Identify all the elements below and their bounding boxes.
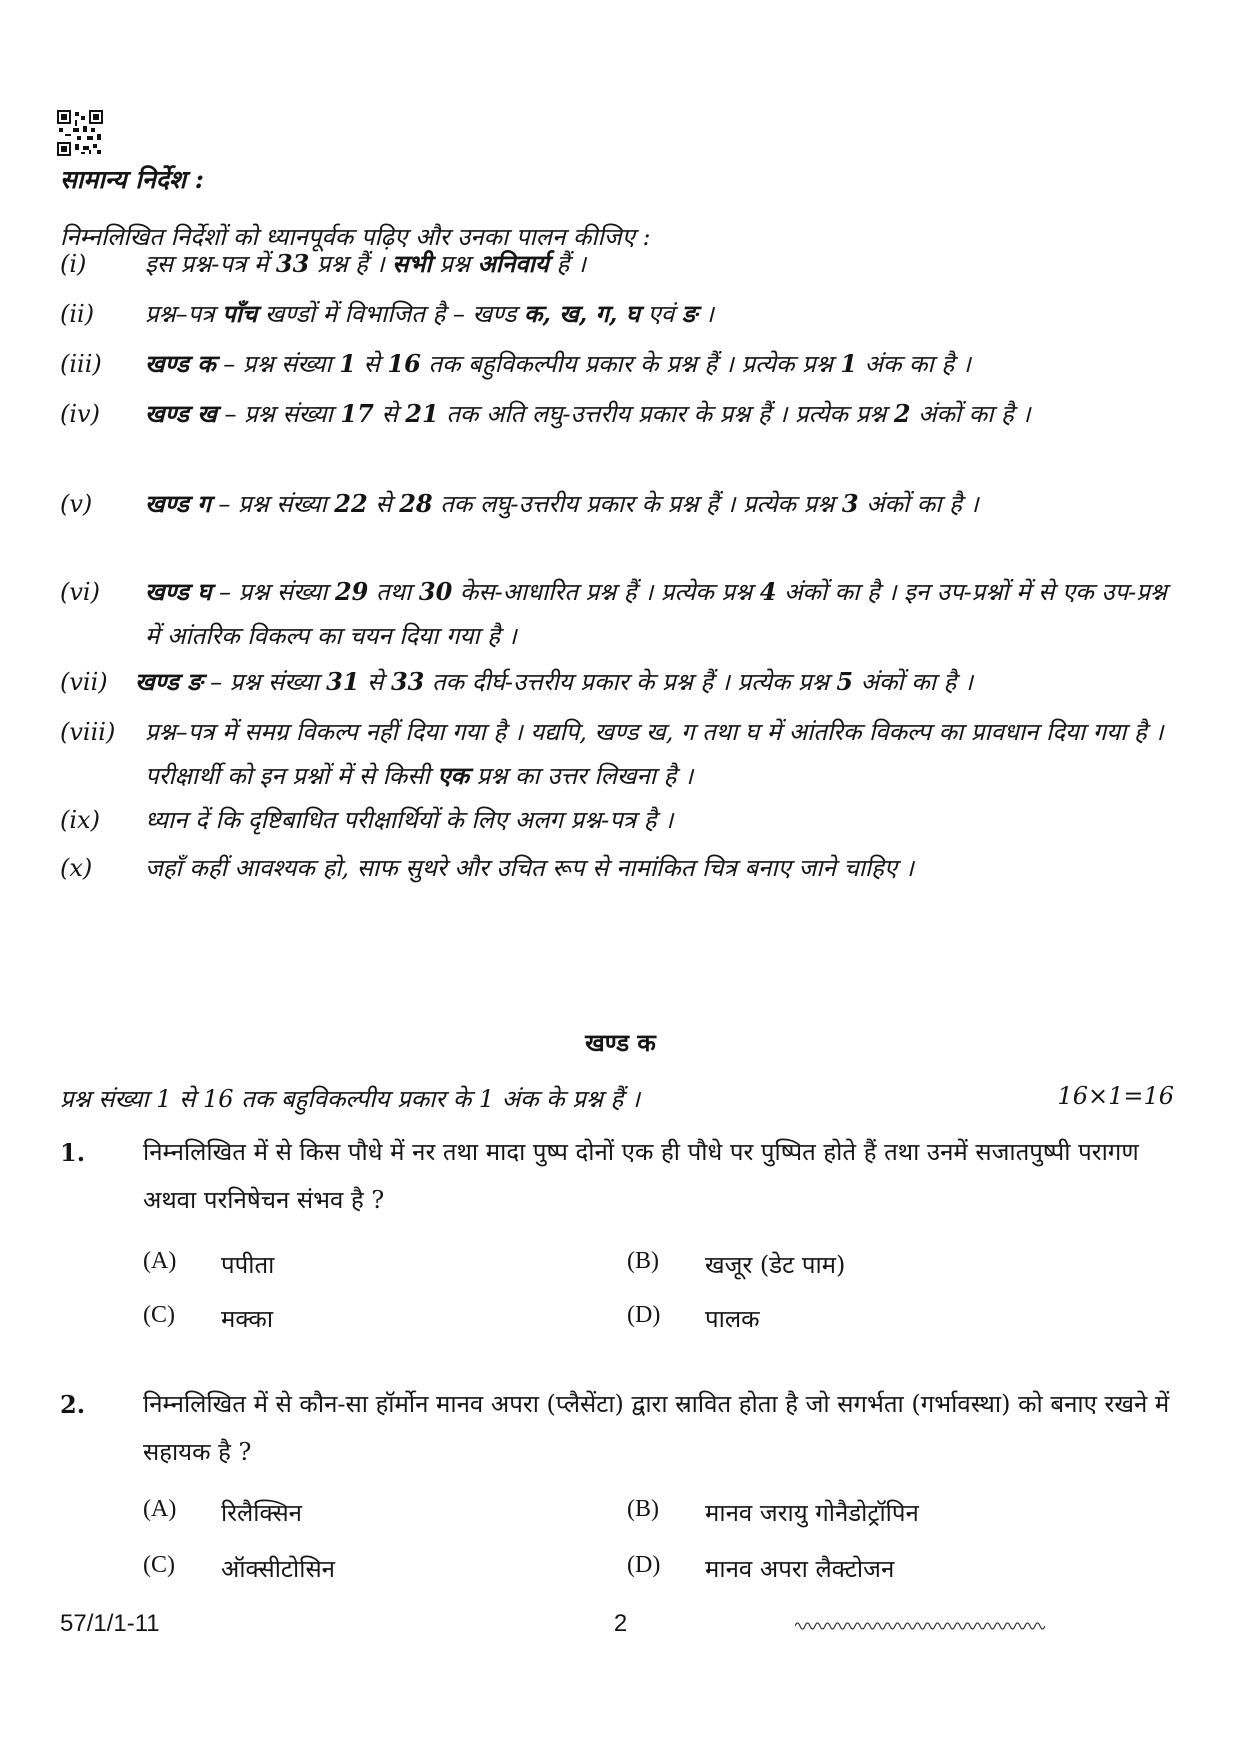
instruction-bold-text: एक <box>437 761 470 790</box>
option-text: पालक <box>705 1305 760 1333</box>
instruction-text: खण्ड घ – प्रश्न संख्या 29 तथा 30 केस-आधारित प्रश्न हैं । प्रत्येक प्रश्न 4 अंकों का है । इन उप-प्रश्नों में से एक उप-प्रश्न में आंतरिक विकल्प का चयन दिया गया है । <box>145 577 1167 650</box>
instruction-item <box>60 570 1180 658</box>
instruction-bold-text: खण्ड ग <box>145 489 211 518</box>
option-text: खजूर (डेट पाम) <box>705 1251 846 1279</box>
option-label: (D) <box>627 1552 661 1578</box>
instruction-bold-text: 29 <box>334 577 369 606</box>
option-text: पपीता <box>221 1251 275 1279</box>
instruction-number: (ix) <box>60 806 100 834</box>
instruction-number: (v) <box>60 490 93 518</box>
option-label: (A) <box>143 1248 177 1274</box>
instruction-bold-text: खण्ड घ <box>145 577 212 606</box>
instruction-number: (iv) <box>60 400 100 428</box>
question-text: निम्नलिखित में से कौन-सा हॉर्मोन मानव अपरा (प्लैसेंटा) द्वारा स्रावित होता है जो सगर्भता (गर्भावस्था) को बनाए रखने में सहायक है ? <box>143 1390 1170 1466</box>
option-label: (B) <box>627 1248 659 1274</box>
instruction-number: (iii) <box>60 350 102 378</box>
instruction-bold-text: 28 <box>399 489 433 518</box>
instruction-bold-text: 16 <box>387 349 421 378</box>
instruction-bold-text: 33 <box>390 667 425 696</box>
option-label: (C) <box>143 1552 175 1578</box>
option-text: ऑक्सीटोसिन <box>221 1555 335 1583</box>
instruction-item <box>60 846 1180 890</box>
option-label: (B) <box>627 1496 659 1522</box>
instruction-item <box>60 392 1180 480</box>
instruction-item <box>60 342 1180 386</box>
option-label: (C) <box>143 1302 175 1328</box>
instruction-item <box>60 710 1180 798</box>
instruction-number: (x) <box>60 854 93 882</box>
instruction-bold-text: खण्ड ङ <box>135 667 203 696</box>
instruction-text: खण्ड ङ – प्रश्न संख्या 31 से 33 तक दीर्घ-उत्तरीय प्रकार के प्रश्न हैं । प्रत्येक प्रश्न 5 अंकों का है । <box>135 667 974 696</box>
instruction-bold-text: 21 <box>405 399 439 428</box>
instruction-number: (vii) <box>60 668 108 696</box>
section-title: खण्ड क <box>585 1028 656 1057</box>
instruction-bold-text: 2 <box>893 399 911 428</box>
instruction-bold-text: 17 <box>340 399 374 428</box>
instruction-bold-text: 22 <box>334 489 368 518</box>
section-description: प्रश्न संख्या 1 से 16 तक बहुविकल्पीय प्रकार के 1 अंक के प्रश्न हैं । <box>60 1085 640 1113</box>
option-text: मक्का <box>221 1305 274 1333</box>
page-number: 2 <box>613 1610 628 1637</box>
instruction-item <box>60 292 1180 336</box>
instruction-item <box>60 242 1180 286</box>
instruction-bold-text: अनिवार्य <box>477 249 549 278</box>
instruction-text: खण्ड ग – प्रश्न संख्या 22 से 28 तक लघु-उत्तरीय प्रकार के प्रश्न हैं । प्रत्येक प्रश्न 3 अंकों का है । <box>145 489 979 518</box>
instruction-bold-text: 3 <box>841 489 859 518</box>
instruction-bold-text: खण्ड ख <box>145 399 217 428</box>
instruction-number: (i) <box>60 250 87 278</box>
option-text: मानव अपरा लैक्टोजन <box>705 1555 895 1583</box>
instruction-bold-text: 4 <box>759 577 777 606</box>
instruction-text: प्रश्न–पत्र में समग्र विकल्प नहीं दिया गया है । यद्यपि, खण्ड ख, ग तथा घ में आंतरिक विकल्प का प्रावधान दिया गया है । परीक्षार्थी को इन प्रश्नों में से किसी एक प्रश्न का उत्तर लिखना है । <box>145 718 1164 790</box>
instruction-text: ध्यान दें कि दृष्टिबाधित परीक्षार्थियों के लिए अलग प्रश्न-पत्र है । <box>145 806 674 834</box>
option-text: रिलैक्सिन <box>221 1499 302 1527</box>
instruction-item <box>60 798 1180 842</box>
instruction-bold-text: सभी <box>392 249 432 278</box>
instructions-intro: निम्नलिखित निर्देशों को ध्यानपूर्वक पढ़िए और उनका पालन कीजिए : <box>60 223 651 251</box>
instruction-number: (vi) <box>60 578 100 606</box>
instruction-bold-text: 33 <box>275 249 310 278</box>
instruction-item <box>60 660 1180 704</box>
wavy-line-decoration <box>795 1620 1045 1632</box>
instruction-text: जहाँ कहीं आवश्यक हो, साफ सुथरे और उचित रूप से नामांकित चित्र बनाए जाने चाहिए । <box>145 854 914 882</box>
instruction-number: (ii) <box>60 300 95 328</box>
question-number: 1. <box>60 1138 86 1167</box>
paper-code: 57/1/1-11 <box>60 1610 160 1637</box>
option-label: (D) <box>627 1302 661 1328</box>
instruction-bold-text: क, ख, ग, घ <box>524 299 640 328</box>
instruction-bold-text: 31 <box>326 667 360 696</box>
instruction-bold-text: 1 <box>840 349 858 378</box>
instruction-text: प्रश्न–पत्र पाँच खण्डों में विभाजित है – खण्ड क, ख, ग, घ एवं ङ । <box>145 299 714 328</box>
qr-code-icon <box>57 110 103 156</box>
option-label: (A) <box>143 1496 177 1522</box>
instruction-number: (viii) <box>60 718 116 746</box>
instruction-bold-text: 30 <box>418 577 453 606</box>
instruction-bold-text: पाँच <box>222 299 258 328</box>
option-text: मानव जरायु गोनैडोट्रॉपिन <box>705 1499 919 1527</box>
instruction-text: इस प्रश्न-पत्र में 33 प्रश्न हैं । सभी प्रश्न अनिवार्य हैं । <box>145 249 586 278</box>
question-text: निम्नलिखित में से किस पौधे में नर तथा मादा पुष्प दोनों एक ही पौधे पर पुष्पित होते हैं तथा उनमें सजातपुष्पी परागण अथवा परनिषेचन संभव है ? <box>143 1138 1139 1214</box>
instruction-bold-text: ङ <box>681 299 698 328</box>
section-marks: 16×1=16 <box>1057 1082 1174 1110</box>
instruction-item <box>60 482 1180 570</box>
instruction-bold-text: खण्ड क <box>145 349 216 378</box>
instruction-text: खण्ड ख – प्रश्न संख्या 17 से 21 तक अति लघु-उत्तरीय प्रकार के प्रश्न हैं । प्रत्येक प्रश्न 2 अंकों का है । <box>145 399 1031 428</box>
question-number: 2. <box>60 1390 86 1419</box>
general-instructions-heading: सामान्य निर्देश : <box>60 165 204 194</box>
instruction-bold-text: 5 <box>836 667 854 696</box>
instruction-bold-text: 1 <box>339 349 356 378</box>
instruction-text: खण्ड क – प्रश्न संख्या 1 से 16 तक बहुविकल्पीय प्रकार के प्रश्न हैं । प्रत्येक प्रश्न 1 अंक का है । <box>145 349 971 378</box>
